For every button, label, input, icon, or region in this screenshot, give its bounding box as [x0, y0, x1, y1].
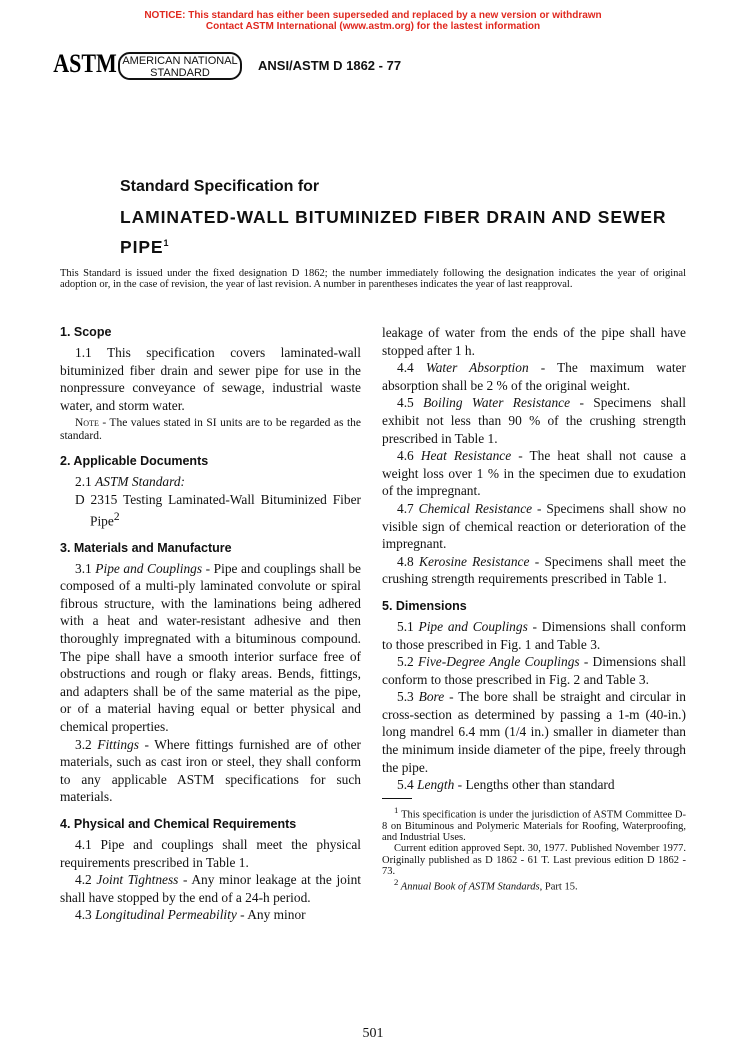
- footnote-2-mark: 2: [394, 877, 399, 888]
- para-5-3-num: 5.3: [397, 689, 419, 705]
- document-title: [120, 204, 700, 260]
- para-3-1: [60, 560, 361, 736]
- badge-line-2: STANDARD: [150, 67, 210, 79]
- para-4-8-label: Kerosine Resistance: [419, 553, 530, 569]
- para-5-2-num: 5.2: [397, 654, 418, 670]
- para-5-4: [382, 776, 686, 794]
- badge-line-1: AMERICAN NATIONAL: [122, 55, 238, 67]
- para-5-4-text: - Lengths other than standard: [454, 777, 615, 793]
- footnote-1-text: This specification is under the jurisdiction of ASTM Committee D-8 on Bituminous and Polymeric Materials for Roofing, Waterproofing, and Industrial Uses.: [382, 809, 686, 843]
- para-4-5-num: 4.5: [397, 395, 424, 411]
- para-5-2: [382, 653, 686, 688]
- para-3-1-num: 3.1: [75, 560, 96, 576]
- para-5-3: [382, 688, 686, 776]
- para-4-3: [60, 906, 361, 924]
- para-3-2-label: Fittings: [97, 736, 139, 752]
- title-line-1: Standard Specification for: [120, 178, 320, 195]
- para-5-4-num: 5.4: [397, 777, 418, 793]
- para-5-4-label: Length: [417, 777, 455, 793]
- para-3-2-num: 3.2: [75, 736, 98, 752]
- para-4-7-num: 4.7: [397, 500, 419, 516]
- para-4-6: [382, 447, 686, 500]
- para-5-1-label: Pipe and Couplings: [418, 618, 528, 634]
- reference-footnote-mark: 2: [113, 510, 120, 523]
- section-4-heading: 4. Physical and Chemical Requirements: [60, 816, 297, 831]
- section-1-heading: 1. Scope: [60, 325, 112, 339]
- para-4-2: [60, 871, 361, 906]
- section-5-heading: 5. Dimensions: [382, 598, 467, 613]
- para-3-2: [60, 736, 361, 806]
- para-4-6-text: - The heat shall not cause a weight loss over 1 % in the specimen due to exudation of the impregnant.: [382, 448, 687, 499]
- para-4-4-text: - The maximum water absorption shall be 2 % of the original weight.: [382, 360, 686, 393]
- note-text: - The values stated in SI units are to be regarded as the standard.: [60, 417, 361, 443]
- designation: ANSI/ASTM D 1862 - 77: [258, 58, 402, 73]
- footnote-separator: [382, 798, 412, 799]
- para-4-4-label: Water Absorption: [425, 360, 529, 376]
- note: [60, 417, 361, 443]
- para-4-1: 4.1 Pipe and couplings shall meet the physical requirements prescribed in Table 1.: [60, 836, 361, 870]
- footnote-2: [382, 877, 686, 893]
- para-4-4-num: 4.4: [397, 360, 426, 376]
- para-5-3-text: - The bore shall be straight and circular in cross-section as determined by passing a 1-m (40-in.) long mandrel 6.4 mm (1/4 in.) smaller in diameter than the minimum inside diameter of the pipe, freely through the pipe.: [382, 689, 686, 775]
- para-4-6-num: 4.6: [397, 448, 421, 464]
- para-4-2-num: 4.2: [75, 872, 97, 888]
- para-4-8-text: - Specimens shall meet the crushing strength requirements prescribed in Table 1.: [382, 553, 686, 587]
- astm-logo-icon: [53, 42, 117, 86]
- notice-line-2: Contact ASTM International (www.astm.org) for the lastest information: [205, 21, 541, 32]
- para-1-1: 1.1 This specification covers laminated-wall bituminized fiber drain and sewer pipe for use in the nonpressure conveyance of sewage, industrial waste water, and storm water.: [60, 345, 361, 413]
- para-4-3-num: 4.3: [75, 907, 96, 923]
- notice-line-1: NOTICE: This standard has either been superseded and replaced by a new version or withdrawn: [144, 10, 602, 21]
- section-2-heading: 2. Applicable Documents: [60, 454, 209, 469]
- title-footnote-mark: 1: [163, 238, 169, 248]
- para-2-1-num: 2.1: [75, 474, 96, 490]
- para-4-7-label: Chemical Resistance: [418, 500, 533, 516]
- para-3-1-label: Pipe and Couplings: [95, 560, 203, 576]
- para-3-2-text: - Where fittings furnished are of other materials, such as cast iron or steel, they shall conform to any applicable ASTM specifications for such materials.: [60, 736, 361, 805]
- left-column: [60, 324, 361, 924]
- footnote-1-mark: 1: [394, 804, 399, 815]
- para-4-5: [382, 394, 686, 447]
- reference-d2315: [60, 491, 361, 530]
- footnote-1: [382, 805, 686, 843]
- para-2-1: [60, 473, 361, 491]
- right-column: [382, 324, 686, 893]
- para-4-8-num: 4.8: [397, 553, 420, 569]
- para-4-3-label: Longitudinal Permeability: [95, 907, 237, 923]
- footnote-2-title: Annual Book of ASTM Standards: [398, 881, 540, 893]
- para-5-1-num: 5.1: [397, 618, 419, 634]
- para-5-3-label: Bore: [418, 689, 445, 705]
- footnote-2-text: , Part 15.: [539, 881, 578, 893]
- para-4-7: [382, 500, 686, 553]
- para-4-5-label: Boiling Water Resistance: [423, 395, 571, 411]
- para-4-5-text: - Specimens shall exhibit not less than 90 % of the crushing strength prescribed in Table 1.: [382, 395, 686, 446]
- section-3-heading: 3. Materials and Manufacture: [60, 540, 232, 555]
- para-4-2-label: Joint Tightness: [96, 872, 179, 888]
- para-5-2-label: Five-Degree Angle Couplings: [417, 654, 580, 670]
- astm-logo-text: ASTM: [53, 49, 117, 79]
- para-4-2-text: - Any minor leakage at the joint shall have stopped by the end of a 24-h period.: [60, 872, 361, 905]
- para-5-2-text: - Dimensions shall conform to those prescribed in Fig. 2 and Table 3.: [382, 654, 687, 687]
- issue-statement: This Standard is issued under the fixed designation D 1862; the number immediately following the designation indicates the year of original adoption or, in the case of revision, the year of last revision. A number in parentheses indicates the year of last reapproval.: [60, 268, 686, 291]
- para-4-6-label: Heat Resistance: [420, 448, 512, 464]
- para-4-3-continued: leakage of water from the ends of the pipe shall have stopped after 1 h.: [382, 325, 686, 358]
- para-3-1-text: - Pipe and couplings shall be composed of a multi-ply laminated convolute or spiral fibrous structure, with the laminations being adhered with a heat and water-resistant adhesive and then thoroughly impregnated with a bituminous compound. The pipe shall have a smooth interior surface free of obstructions and rough or flaky areas. Bends, fittings, and adapters shall be of the same material as the pipe, or of a material having equal or better physical and chemical properties.: [60, 560, 361, 734]
- title-line-2: LAMINATED-WALL BITUMINIZED FIBER DRAIN AND SEWER PIPE: [120, 207, 667, 257]
- para-4-3-text: - Any minor: [236, 907, 306, 923]
- para-5-1-text: - Dimensions shall conform to those prescribed in Fig. 1 and Table 3.: [382, 618, 686, 652]
- para-4-4: [382, 359, 686, 394]
- para-4-8: [382, 553, 686, 588]
- note-label: Note: [75, 417, 99, 430]
- page-number: 501: [362, 1026, 384, 1041]
- para-4-7-text: - Specimens shall show no visible sign of chemical reaction or deterioration of the impregnant.: [382, 500, 687, 552]
- reference-text: D 2315 Testing Laminated-Wall Bituminized Fiber Pipe: [75, 491, 361, 529]
- para-2-1-label: ASTM Standard:: [95, 474, 185, 490]
- american-national-standard-badge: [118, 52, 242, 80]
- para-5-1: [382, 618, 686, 653]
- footnote-1-edition: Current edition approved Sept. 30, 1977. Published November 1977. Originally published as D 1862 - 61 T. Last previous edition D 1862 - 73.: [382, 843, 686, 877]
